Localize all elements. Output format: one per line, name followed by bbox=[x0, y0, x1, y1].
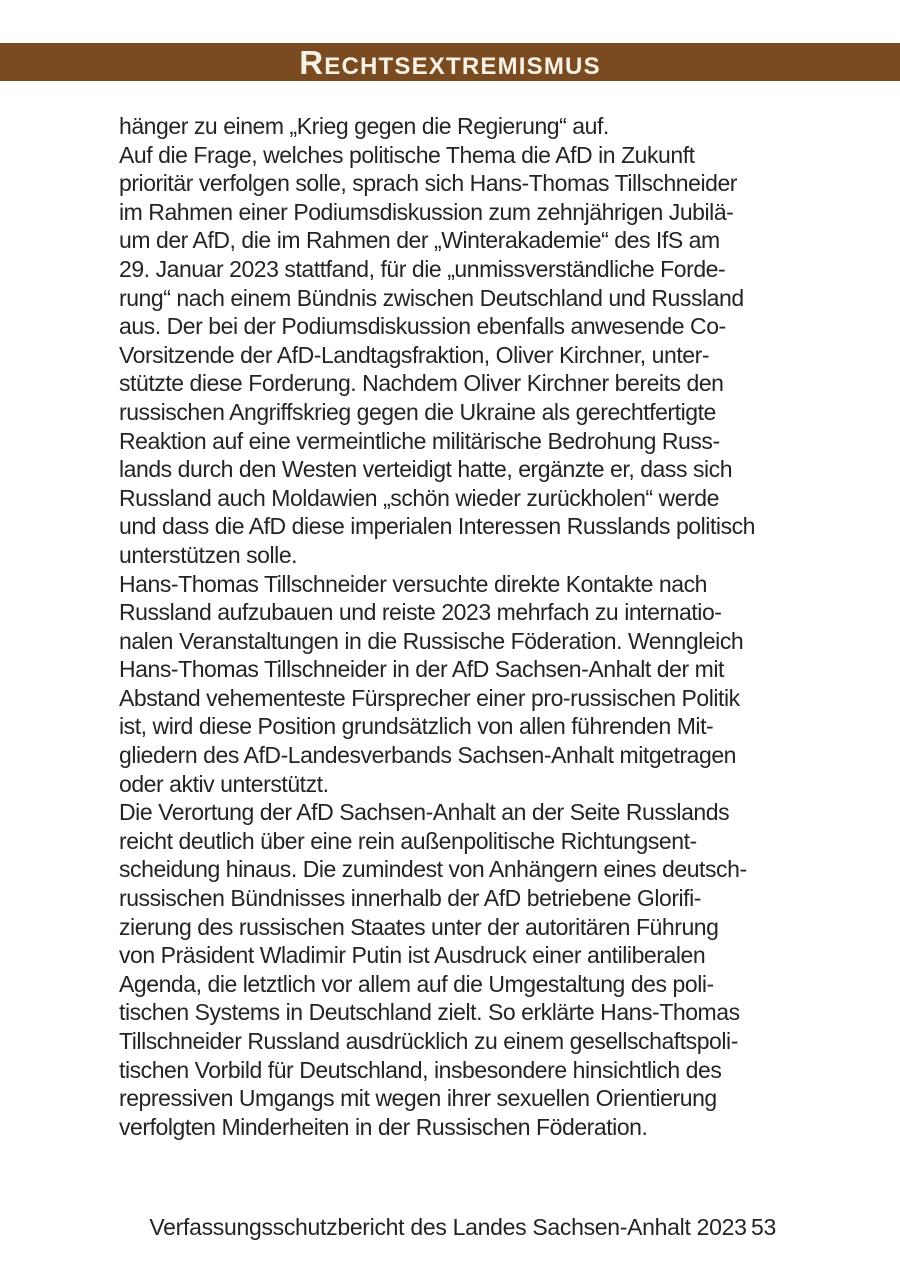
text-line: um der AfD, die im Rahmen der „Winterakademie“ des IfS am bbox=[119, 227, 720, 254]
page-number: 53 bbox=[751, 1214, 776, 1240]
text-line: Reaktion auf eine vermeintliche militärische Bedrohung Russ- bbox=[119, 427, 720, 454]
text-line: Agenda, die letztlich vor allem auf die Umgestaltung des poli- bbox=[119, 970, 714, 997]
text-line: Auf die Frage, welches politische Thema die AfD in Zukunft bbox=[119, 141, 695, 168]
text-line: und dass die AfD diese imperialen Interessen Russlands politisch bbox=[119, 513, 756, 540]
text-line: lands durch den Westen verteidigt hatte, ergänzte er, dass sich bbox=[119, 456, 733, 483]
text-line: Hans-Thomas Tillschneider in der AfD Sachsen-Anhalt der mit bbox=[119, 656, 724, 683]
text-line: repressiven Umgangs mit wegen ihrer sexuellen Orientierung bbox=[119, 1085, 717, 1112]
text-line: rung“ nach einem Bündnis zwischen Deutschland und Russland bbox=[119, 284, 744, 311]
text-line: Abstand vehementeste Fürsprecher einer pro-russischen Politik bbox=[119, 684, 740, 711]
text-line: prioritär verfolgen solle, sprach sich Hans-Thomas Tillschneider bbox=[119, 170, 738, 197]
text-line: Vorsitzende der AfD-Landtagsfraktion, Oliver Kirchner, unter- bbox=[119, 341, 710, 368]
text-line: im Rahmen einer Podiumsdiskussion zum zehnjährigen Jubilä- bbox=[119, 198, 734, 225]
text-line: ist, wird diese Position grundsätzlich von allen führenden Mit- bbox=[119, 713, 714, 740]
text-line: Die Verortung der AfD Sachsen-Anhalt an der Seite Russlands bbox=[119, 799, 730, 826]
page-footer bbox=[120, 1214, 776, 1244]
text-line: russischen Angriffskrieg gegen die Ukraine als gerechtfertigte bbox=[119, 398, 716, 425]
chapter-title: RECHTSEXTREMISMUS bbox=[299, 43, 601, 81]
body-text bbox=[119, 112, 819, 1141]
text-line: stützte diese Forderung. Nachdem Oliver Kirchner bereits den bbox=[119, 370, 724, 397]
text-line: verfolgten Minderheiten in der Russischen Föderation. bbox=[119, 1113, 648, 1140]
text-line: hänger zu einem „Krieg gegen die Regierung“ auf. bbox=[119, 113, 609, 139]
text-line: von Präsident Wladimir Putin ist Ausdruck einer antiliberalen bbox=[119, 942, 706, 969]
text-line: unterstützen solle. bbox=[119, 541, 298, 568]
text-line: tischen Vorbild für Deutschland, insbesondere hinsichtlich des bbox=[119, 1056, 722, 1083]
text-line: Tillschneider Russland ausdrücklich zu einem gesellschaftspoli- bbox=[119, 1028, 738, 1054]
text-line: Hans-Thomas Tillschneider versuchte direkte Kontakte nach bbox=[119, 570, 707, 597]
text-line: Russland auch Moldawien „schön wieder zurückholen“ werde bbox=[119, 484, 719, 511]
chapter-header-bar bbox=[0, 43, 900, 81]
text-line: aus. Der bei der Podiumsdiskussion ebenfalls anwesende Co- bbox=[119, 313, 726, 340]
text-line: zierung des russischen Staates unter der autoritären Führung bbox=[119, 913, 719, 940]
text-line: russischen Bündnisses innerhalb der AfD betriebene Glorifi- bbox=[119, 885, 701, 912]
footer-report-title: Verfassungsschutzbericht des Landes Sachsen-Anhalt 2023 bbox=[149, 1214, 747, 1240]
text-line: gliedern des AfD-Landesverbands Sachsen-Anhalt mitgetragen bbox=[119, 742, 737, 769]
text-line: scheidung hinaus. Die zumindest von Anhängern eines deutsch- bbox=[119, 856, 747, 883]
text-line: Russland aufzubauen und reiste 2023 mehrfach zu internatio- bbox=[119, 599, 722, 626]
text-line: nalen Veranstaltungen in die Russische Föderation. Wenngleich bbox=[119, 627, 744, 654]
text-line: reicht deutlich über eine rein außenpolitische Richtungsent- bbox=[119, 827, 697, 854]
text-line: tischen Systems in Deutschland zielt. So erklärte Hans-Thomas bbox=[119, 999, 740, 1026]
text-line: 29. Januar 2023 stattfand, für die „unmissverständliche Forde- bbox=[119, 255, 726, 282]
text-line: oder aktiv unterstützt. bbox=[119, 770, 329, 797]
